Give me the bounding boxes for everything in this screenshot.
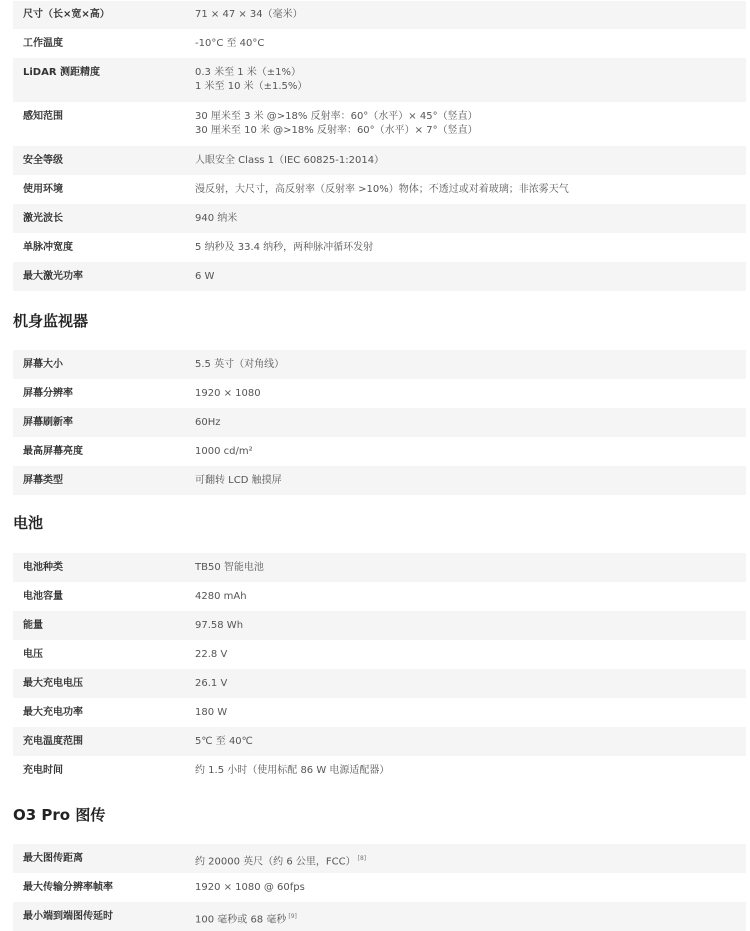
spec-value-text: 26.1 V [195, 678, 228, 689]
spec-value-text: 漫反射，大尺寸，高反射率（反射率 >10%）物体；不透过或对着玻璃；非浓雾天气 [195, 184, 569, 195]
spec-value-line [195, 648, 746, 662]
footnote-link[interactable]: [9] [288, 913, 297, 920]
spec-value-text: 30 厘米至 10 米 @>18% 反射率：60°（水平）× 7°（竖直） [195, 125, 478, 136]
spec-value [195, 241, 746, 255]
spec-value [195, 110, 746, 138]
spec-label: 电压 [23, 649, 43, 660]
spec-value-text: 0.3 米至 1 米（±1%） [195, 67, 302, 78]
spec-label: 屏幕刷新率 [23, 417, 73, 428]
spec-value-line [195, 8, 746, 22]
spec-table [13, 1, 746, 291]
section-heading: O3 Pro 图传 [13, 806, 106, 824]
spec-value-text: 60Hz [195, 417, 221, 428]
section-heading: 机身监视器 [13, 312, 89, 330]
spec-row [13, 233, 746, 262]
spec-value-text: 1920 × 1080 [195, 388, 261, 399]
spec-value [195, 37, 746, 51]
spec-value-text: 4280 mAh [195, 591, 247, 602]
spec-label: 感知范围 [23, 111, 63, 122]
spec-label: 充电温度范围 [23, 736, 83, 747]
footnote-link[interactable]: [8] [357, 855, 367, 862]
spec-value-text: 6 W [195, 271, 215, 282]
spec-value-text: 约 1.5 小时（使用标配 86 W 电源适配器） [195, 765, 390, 776]
spec-value-text: 30 厘米至 3 米 @>18% 反射率：60°（水平）× 45°（竖直） [195, 111, 478, 122]
spec-value [195, 212, 746, 226]
spec-table [13, 553, 746, 785]
spec-value [195, 764, 746, 778]
spec-value [195, 183, 746, 197]
spec-label: 屏幕类型 [23, 475, 63, 486]
spec-value-line [195, 270, 746, 284]
spec-value-line [195, 561, 746, 575]
spec-row [13, 611, 746, 640]
spec-label: LiDAR 测距精度 [23, 67, 101, 78]
spec-value [195, 590, 746, 604]
spec-value-line [195, 735, 746, 749]
spec-value-text: 1 米至 10 米（±1.5%） [195, 81, 308, 92]
spec-value [195, 416, 746, 430]
spec-value-line [195, 110, 746, 124]
spec-value [195, 881, 746, 895]
spec-label: 最高屏幕亮度 [23, 446, 83, 457]
spec-value-line [195, 474, 746, 488]
spec-value-text: 97.58 Wh [195, 620, 244, 631]
spec-label: 使用环境 [23, 184, 63, 195]
spec-label: 屏幕分辨率 [23, 388, 73, 399]
spec-value-text: 5℃ 至 40℃ [195, 736, 253, 747]
spec-value-line [195, 590, 746, 604]
spec-row [13, 146, 746, 175]
spec-row [13, 640, 746, 669]
spec-value [195, 852, 746, 869]
spec-value-line [195, 154, 746, 168]
spec-value-line [195, 124, 746, 138]
spec-label: 最大充电电压 [23, 678, 83, 689]
spec-row [13, 466, 746, 495]
spec-row [13, 58, 746, 102]
spec-row [13, 873, 746, 902]
spec-label: 工作温度 [23, 38, 63, 49]
spec-value-line [195, 910, 746, 927]
spec-value-text: 1920 × 1080 @ 60fps [195, 882, 305, 893]
spec-value [195, 706, 746, 720]
spec-label: 最大图传距离 [23, 853, 83, 864]
spec-value [195, 561, 746, 575]
spec-value-text: 5 纳秒及 33.4 纳秒，两种脉冲循环发射 [195, 242, 374, 253]
spec-row [13, 727, 746, 756]
spec-value-line [195, 619, 746, 633]
spec-label: 尺寸（长×宽×高） [23, 9, 110, 20]
spec-label: 充电时间 [23, 765, 63, 776]
spec-row [13, 175, 746, 204]
spec-value [195, 445, 746, 459]
spec-label: 能量 [23, 620, 43, 631]
spec-row [13, 379, 746, 408]
spec-row [13, 698, 746, 727]
spec-value-text: 180 W [195, 707, 228, 718]
spec-value-line [195, 358, 746, 372]
spec-row [13, 756, 746, 785]
spec-value [195, 735, 746, 749]
spec-value-line [195, 677, 746, 691]
spec-label: 安全等级 [23, 155, 63, 166]
spec-value-text: -10°C 至 40°C [195, 38, 265, 49]
spec-value-line [195, 241, 746, 255]
spec-value-text: 22.8 V [195, 649, 228, 660]
spec-row [13, 204, 746, 233]
spec-value-text: 1000 cd/m² [195, 446, 253, 457]
spec-row [13, 350, 746, 379]
spec-value [195, 619, 746, 633]
spec-value [195, 154, 746, 168]
spec-label: 单脉冲宽度 [23, 242, 73, 253]
spec-value-text: 5.5 英寸（对角线） [195, 359, 285, 370]
spec-row [13, 29, 746, 58]
spec-row [13, 902, 746, 931]
spec-value-line [195, 706, 746, 720]
spec-row [13, 408, 746, 437]
spec-table [13, 350, 746, 495]
spec-value-text: 人眼安全 Class 1（IEC 60825-1:2014） [195, 155, 385, 166]
spec-label: 电池种类 [23, 562, 63, 573]
spec-value-line [195, 416, 746, 430]
spec-value-line [195, 80, 746, 94]
spec-value-line [195, 212, 746, 226]
spec-value-text: 100 毫秒或 68 毫秒 [195, 914, 287, 926]
spec-value-line [195, 764, 746, 778]
spec-row [13, 1, 746, 29]
spec-value-line [195, 445, 746, 459]
spec-label: 最小端到端图传延时 [23, 911, 113, 922]
spec-label: 激光波长 [23, 213, 63, 224]
spec-label: 最大激光功率 [23, 271, 83, 282]
spec-value-text: 940 纳米 [195, 213, 238, 224]
spec-row [13, 102, 746, 146]
spec-value [195, 8, 746, 22]
spec-value [195, 648, 746, 662]
spec-value-line [195, 387, 746, 401]
spec-label: 屏幕大小 [23, 359, 63, 370]
spec-value-line [195, 183, 746, 197]
spec-value [195, 270, 746, 284]
spec-value [195, 474, 746, 488]
spec-value [195, 677, 746, 691]
spec-value [195, 66, 746, 94]
spec-row [13, 669, 746, 698]
section-heading: 电池 [13, 514, 44, 532]
spec-label: 最大传输分辨率帧率 [23, 882, 113, 893]
spec-row [13, 582, 746, 611]
spec-row [13, 262, 746, 291]
spec-value-text: TB50 智能电池 [195, 562, 264, 573]
spec-value-text: 可翻转 LCD 触摸屏 [195, 475, 282, 486]
spec-row [13, 437, 746, 466]
spec-value [195, 910, 746, 927]
spec-value-text: 71 × 47 × 34（毫米） [195, 9, 303, 20]
spec-label: 电池容量 [23, 591, 63, 602]
spec-value-line [195, 852, 746, 869]
spec-value [195, 358, 746, 372]
spec-label: 最大充电功率 [23, 707, 83, 718]
spec-value-line [195, 881, 746, 895]
spec-row [13, 553, 746, 582]
spec-value-text: 约 20000 英尺（约 6 公里，FCC） [195, 856, 356, 868]
spec-value-line [195, 37, 746, 51]
spec-row [13, 844, 746, 873]
spec-value-line [195, 66, 746, 80]
spec-value [195, 387, 746, 401]
